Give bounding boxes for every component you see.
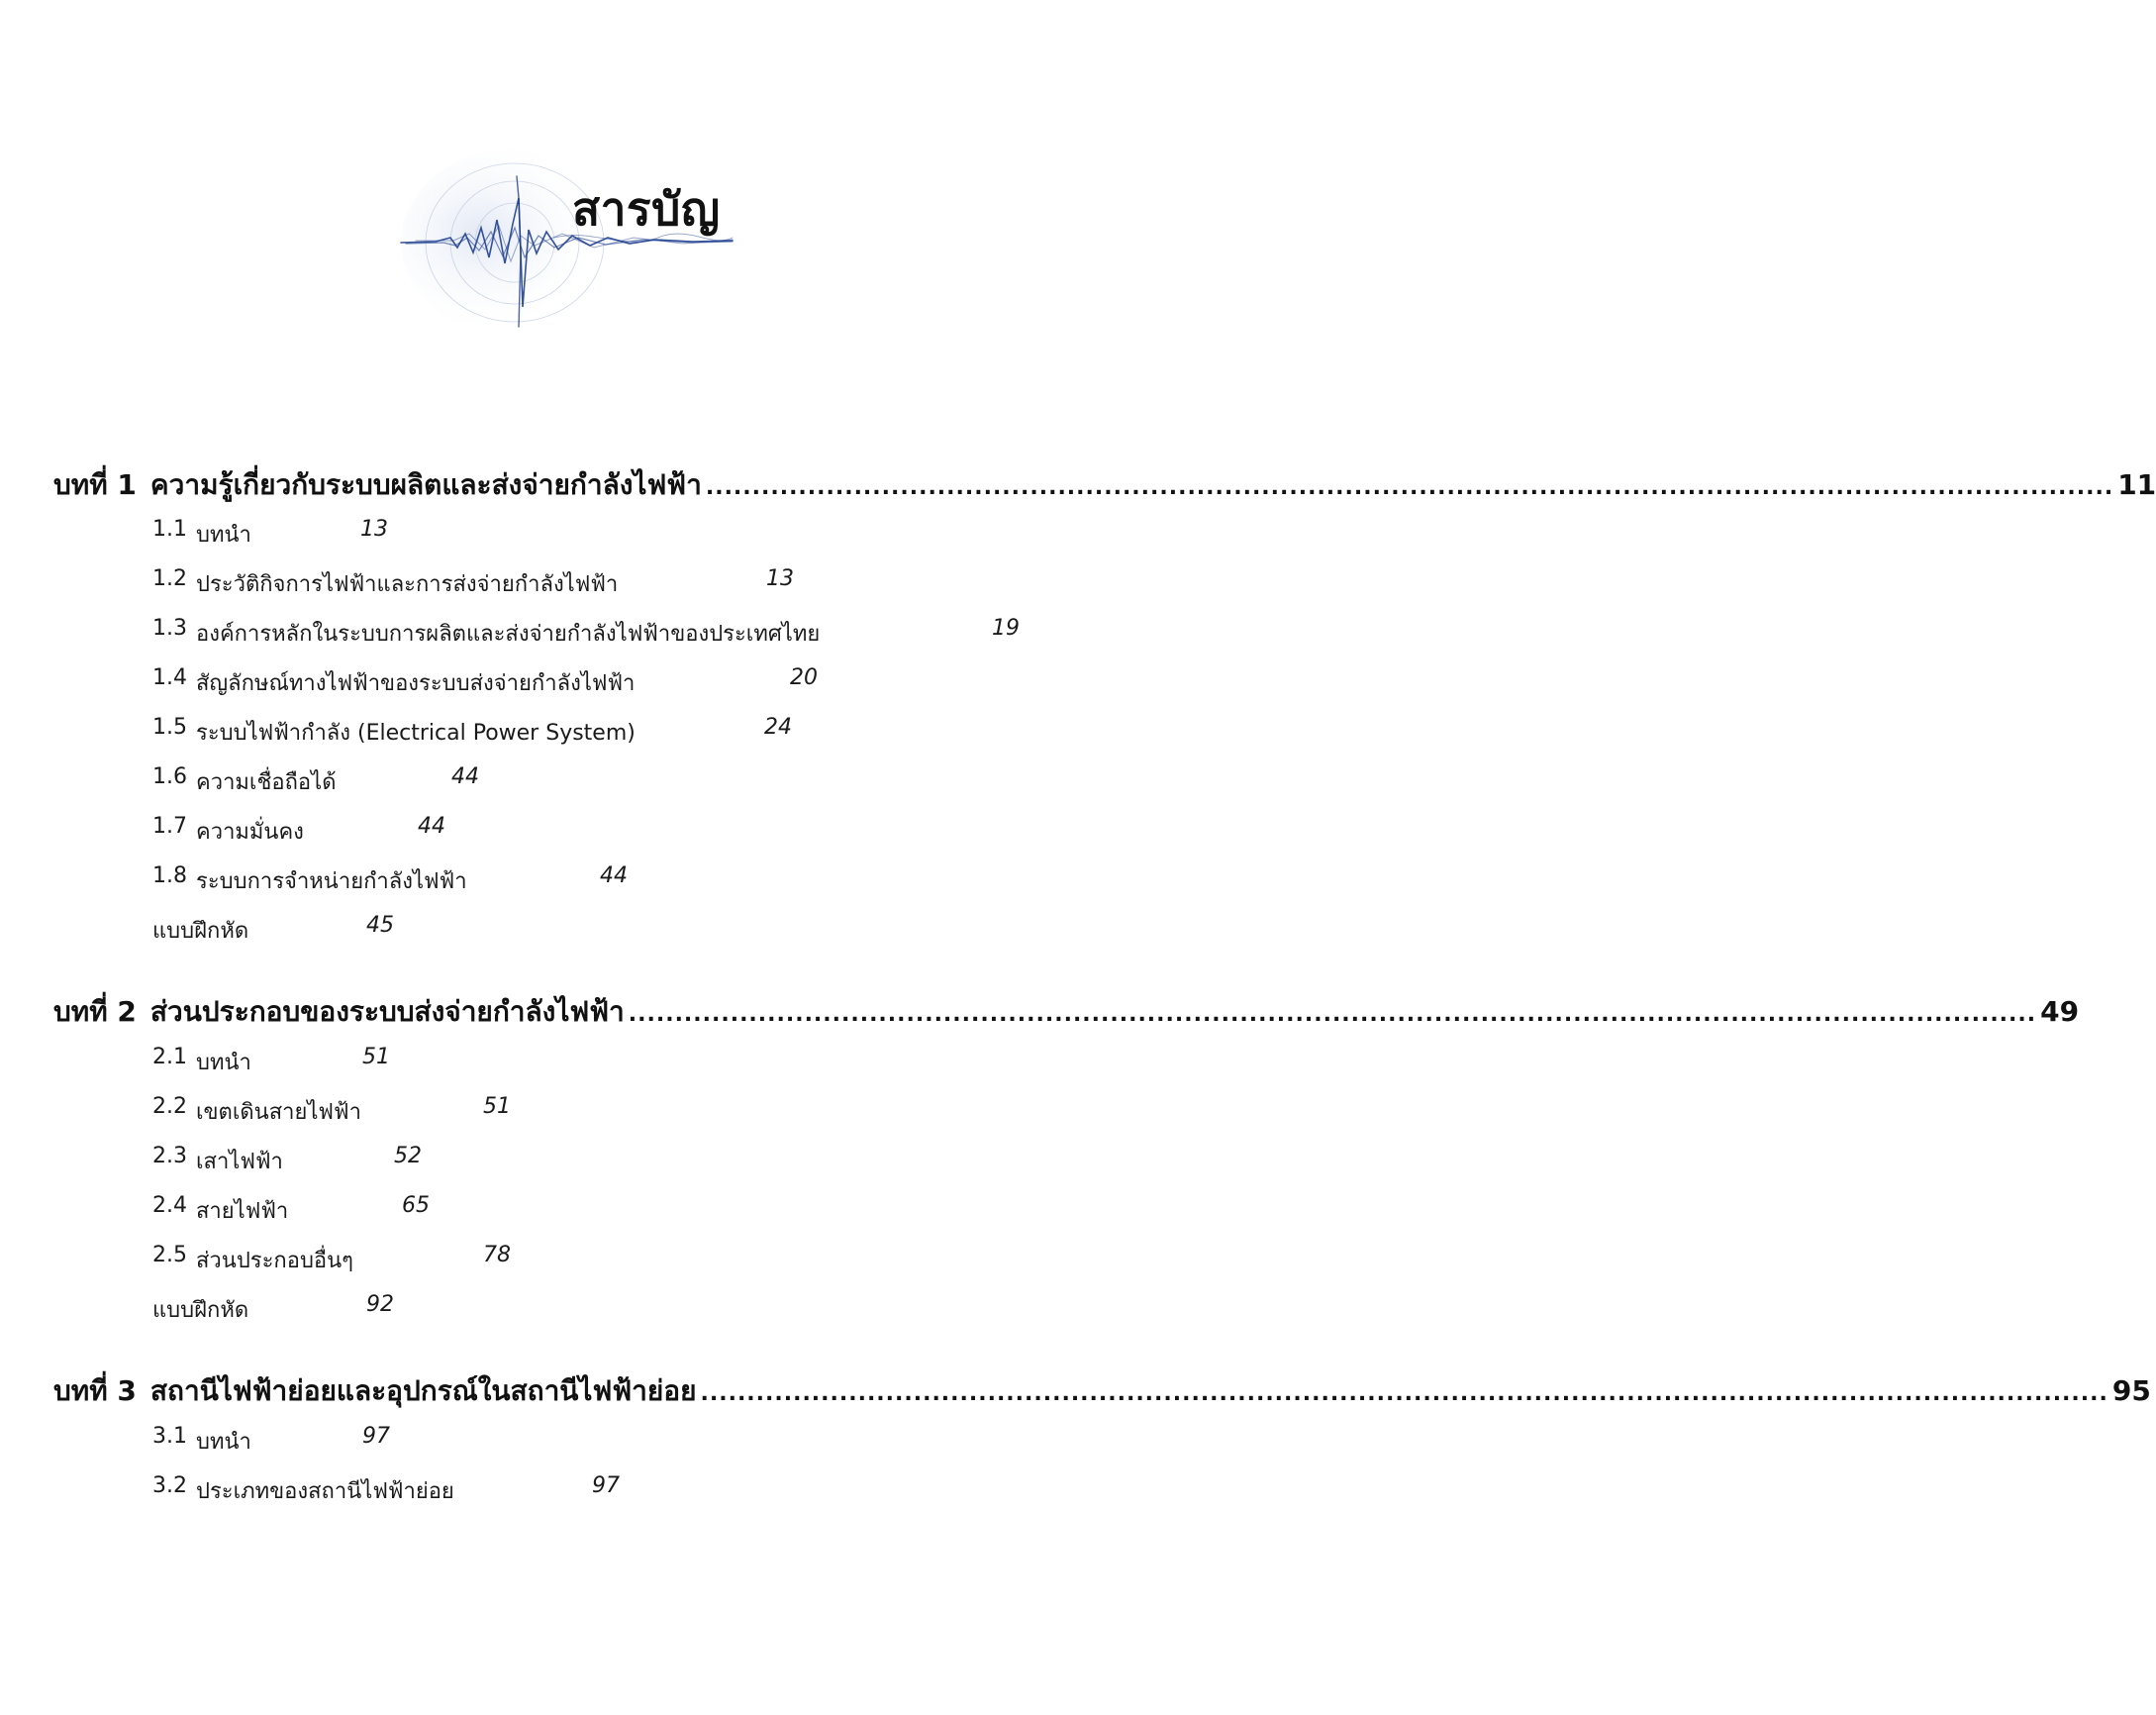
section-title: เสาไฟฟ้า	[196, 1150, 283, 1174]
section-title: องค์การหลักในระบบการผลิตและส่งจ่ายกำลังไฟฟ้าของประเทศไทย	[196, 622, 821, 647]
section-title: สายไฟฟ้า	[196, 1199, 289, 1224]
section-number: 1.8	[152, 863, 187, 888]
section-number: 1.7	[152, 814, 187, 839]
section-title: ประวัติกิจการไฟฟ้าและการส่งจ่ายกำลังไฟฟ้า	[196, 572, 619, 597]
chapter-page-number: 11	[2117, 468, 2156, 501]
section-page-number: 44	[418, 814, 445, 839]
section-page-number: 65	[402, 1193, 430, 1218]
section-page-number: 51	[483, 1094, 511, 1119]
dot-leader: ........................................................................................................................................................	[628, 1002, 2037, 1027]
header	[0, 0, 1091, 396]
section-page-number: 52	[394, 1144, 422, 1168]
exercise-entry	[152, 1292, 394, 1328]
section-page-number: 20	[790, 665, 818, 690]
chapter-page-number: 95	[2111, 1374, 2151, 1407]
section-title: ส่วนประกอบอื่นๆ	[196, 1249, 353, 1273]
section-number: 1.4	[152, 665, 187, 690]
section-page-number: 13	[766, 566, 794, 591]
section-number: 2.1	[152, 1045, 187, 1069]
chapter-title: ความรู้เกี่ยวกับระบบผลิตและส่งจ่ายกำลังไฟฟ้า	[149, 468, 702, 501]
section-page-number: 97	[592, 1473, 620, 1498]
section-title: ความมั่นคง	[196, 820, 304, 845]
section-page-number: 13	[360, 517, 388, 542]
section-page-number: 51	[362, 1045, 390, 1069]
section-number: 2.3	[152, 1144, 187, 1168]
chapter-label: บทที่ 2	[53, 995, 137, 1028]
section-title: ระบบการจำหน่ายกำลังไฟฟ้า	[196, 869, 467, 894]
section-number: 2.4	[152, 1193, 187, 1218]
exercise-title: แบบฝึกหัด	[152, 1298, 249, 1323]
chapter-label: บทที่ 1	[53, 468, 137, 501]
section-title: บทนำ	[196, 1051, 251, 1075]
section-number: 1.3	[152, 616, 187, 641]
section-number: 1.2	[152, 566, 187, 591]
section-title: สัญลักษณ์ทางไฟฟ้าของระบบส่งจ่ายกำลังไฟฟ้า	[196, 671, 636, 696]
chapter-page-number: 49	[2040, 995, 2080, 1028]
section-title: ความเชื่อถือได้	[196, 770, 337, 795]
dot-leader: ........................................................................................................................................................	[700, 1381, 2108, 1406]
section-number: 2.2	[152, 1094, 187, 1119]
section-number: 1.1	[152, 517, 187, 542]
chapter-label: บทที่ 3	[53, 1374, 137, 1407]
section-number: 3.2	[152, 1473, 187, 1498]
chapter-title: สถานีไฟฟ้าย่อยและอุปกรณ์ในสถานีไฟฟ้าย่อย	[149, 1374, 697, 1407]
section-number: 1.5	[152, 715, 187, 740]
section-title: ประเภทของสถานีไฟฟ้าย่อย	[196, 1479, 454, 1504]
exercise-title: แบบฝึกหัด	[152, 919, 249, 944]
section-page-number: 44	[600, 863, 628, 888]
section-page-number: 78	[483, 1243, 511, 1267]
section-page-number: 24	[764, 715, 792, 740]
chapter-heading	[53, 1369, 2151, 1413]
chapter-heading	[53, 990, 2080, 1034]
section-title: เขตเดินสายไฟฟ้า	[196, 1100, 361, 1125]
chapter-heading	[53, 463, 2156, 507]
chapter-title: ส่วนประกอบของระบบส่งจ่ายกำลังไฟฟ้า	[149, 995, 625, 1028]
section-title: ระบบไฟฟ้ากำลัง (Electrical Power System)	[196, 721, 636, 746]
section-number: 1.6	[152, 764, 187, 789]
section-number: 3.1	[152, 1424, 187, 1449]
section-title: บทนำ	[196, 523, 251, 548]
exercise-page-number: 45	[366, 913, 394, 938]
section-number: 2.5	[152, 1243, 187, 1267]
section-title: บทนำ	[196, 1430, 251, 1455]
dot-leader: ........................................................................................................................................................	[705, 475, 2114, 500]
section-page-number: 97	[362, 1424, 390, 1449]
section-page-number: 44	[451, 764, 479, 789]
page-title: สารบัญ	[572, 182, 721, 236]
exercise-page-number: 92	[366, 1292, 394, 1317]
section-page-number: 19	[992, 616, 1020, 641]
exercise-entry	[152, 913, 394, 949]
